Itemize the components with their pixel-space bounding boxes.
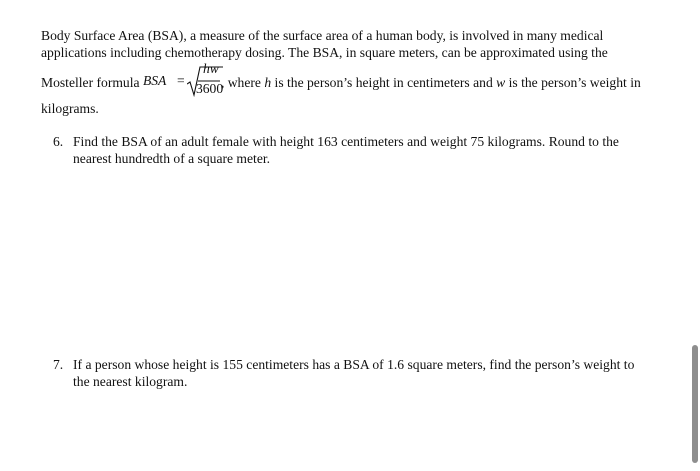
formula-numerator: hw [202,61,219,76]
vertical-scrollbar-thumb[interactable] [692,345,698,463]
mosteller-formula [142,61,224,96]
intro-line-3-text-c: is the person’s weight in [505,75,641,91]
intro-line-2: applications including chemotherapy dosing. The BSA, in square meters, can be approximated using the [41,45,608,60]
intro-line-1: Body Surface Area (BSA), a measure of the surface area of a human body, is involved in many medical [41,28,604,43]
intro-line-4: kilograms. [41,101,99,116]
intro-line-3-text-b: is the person’s height in centimeters and [271,75,497,91]
intro-line-3-text-a: , where [220,75,265,91]
question-7-number: 7. [53,357,64,372]
question-6-line-2: nearest hundredth of a square meter. [73,151,271,166]
formula-lhs: BSA [142,73,167,88]
question-6-number: 6. [53,134,64,149]
intro-line-3 [41,61,641,96]
formula-equals: = [176,73,185,88]
formula-denominator: 3600 [195,81,224,96]
question-7-line-1: If a person whose height is 155 centimeters has a BSA of 1.6 square meters, find the person’s weight to [73,357,635,372]
variable-h: h [264,75,272,91]
question-7-line-2: the nearest kilogram. [73,374,188,389]
question-6-line-1: Find the BSA of an adult female with height 163 centimeters and weight 75 kilograms. Round to the [73,134,619,149]
variable-w: w [496,75,506,91]
intro-line-3-prefix: Mosteller formula [41,75,143,91]
